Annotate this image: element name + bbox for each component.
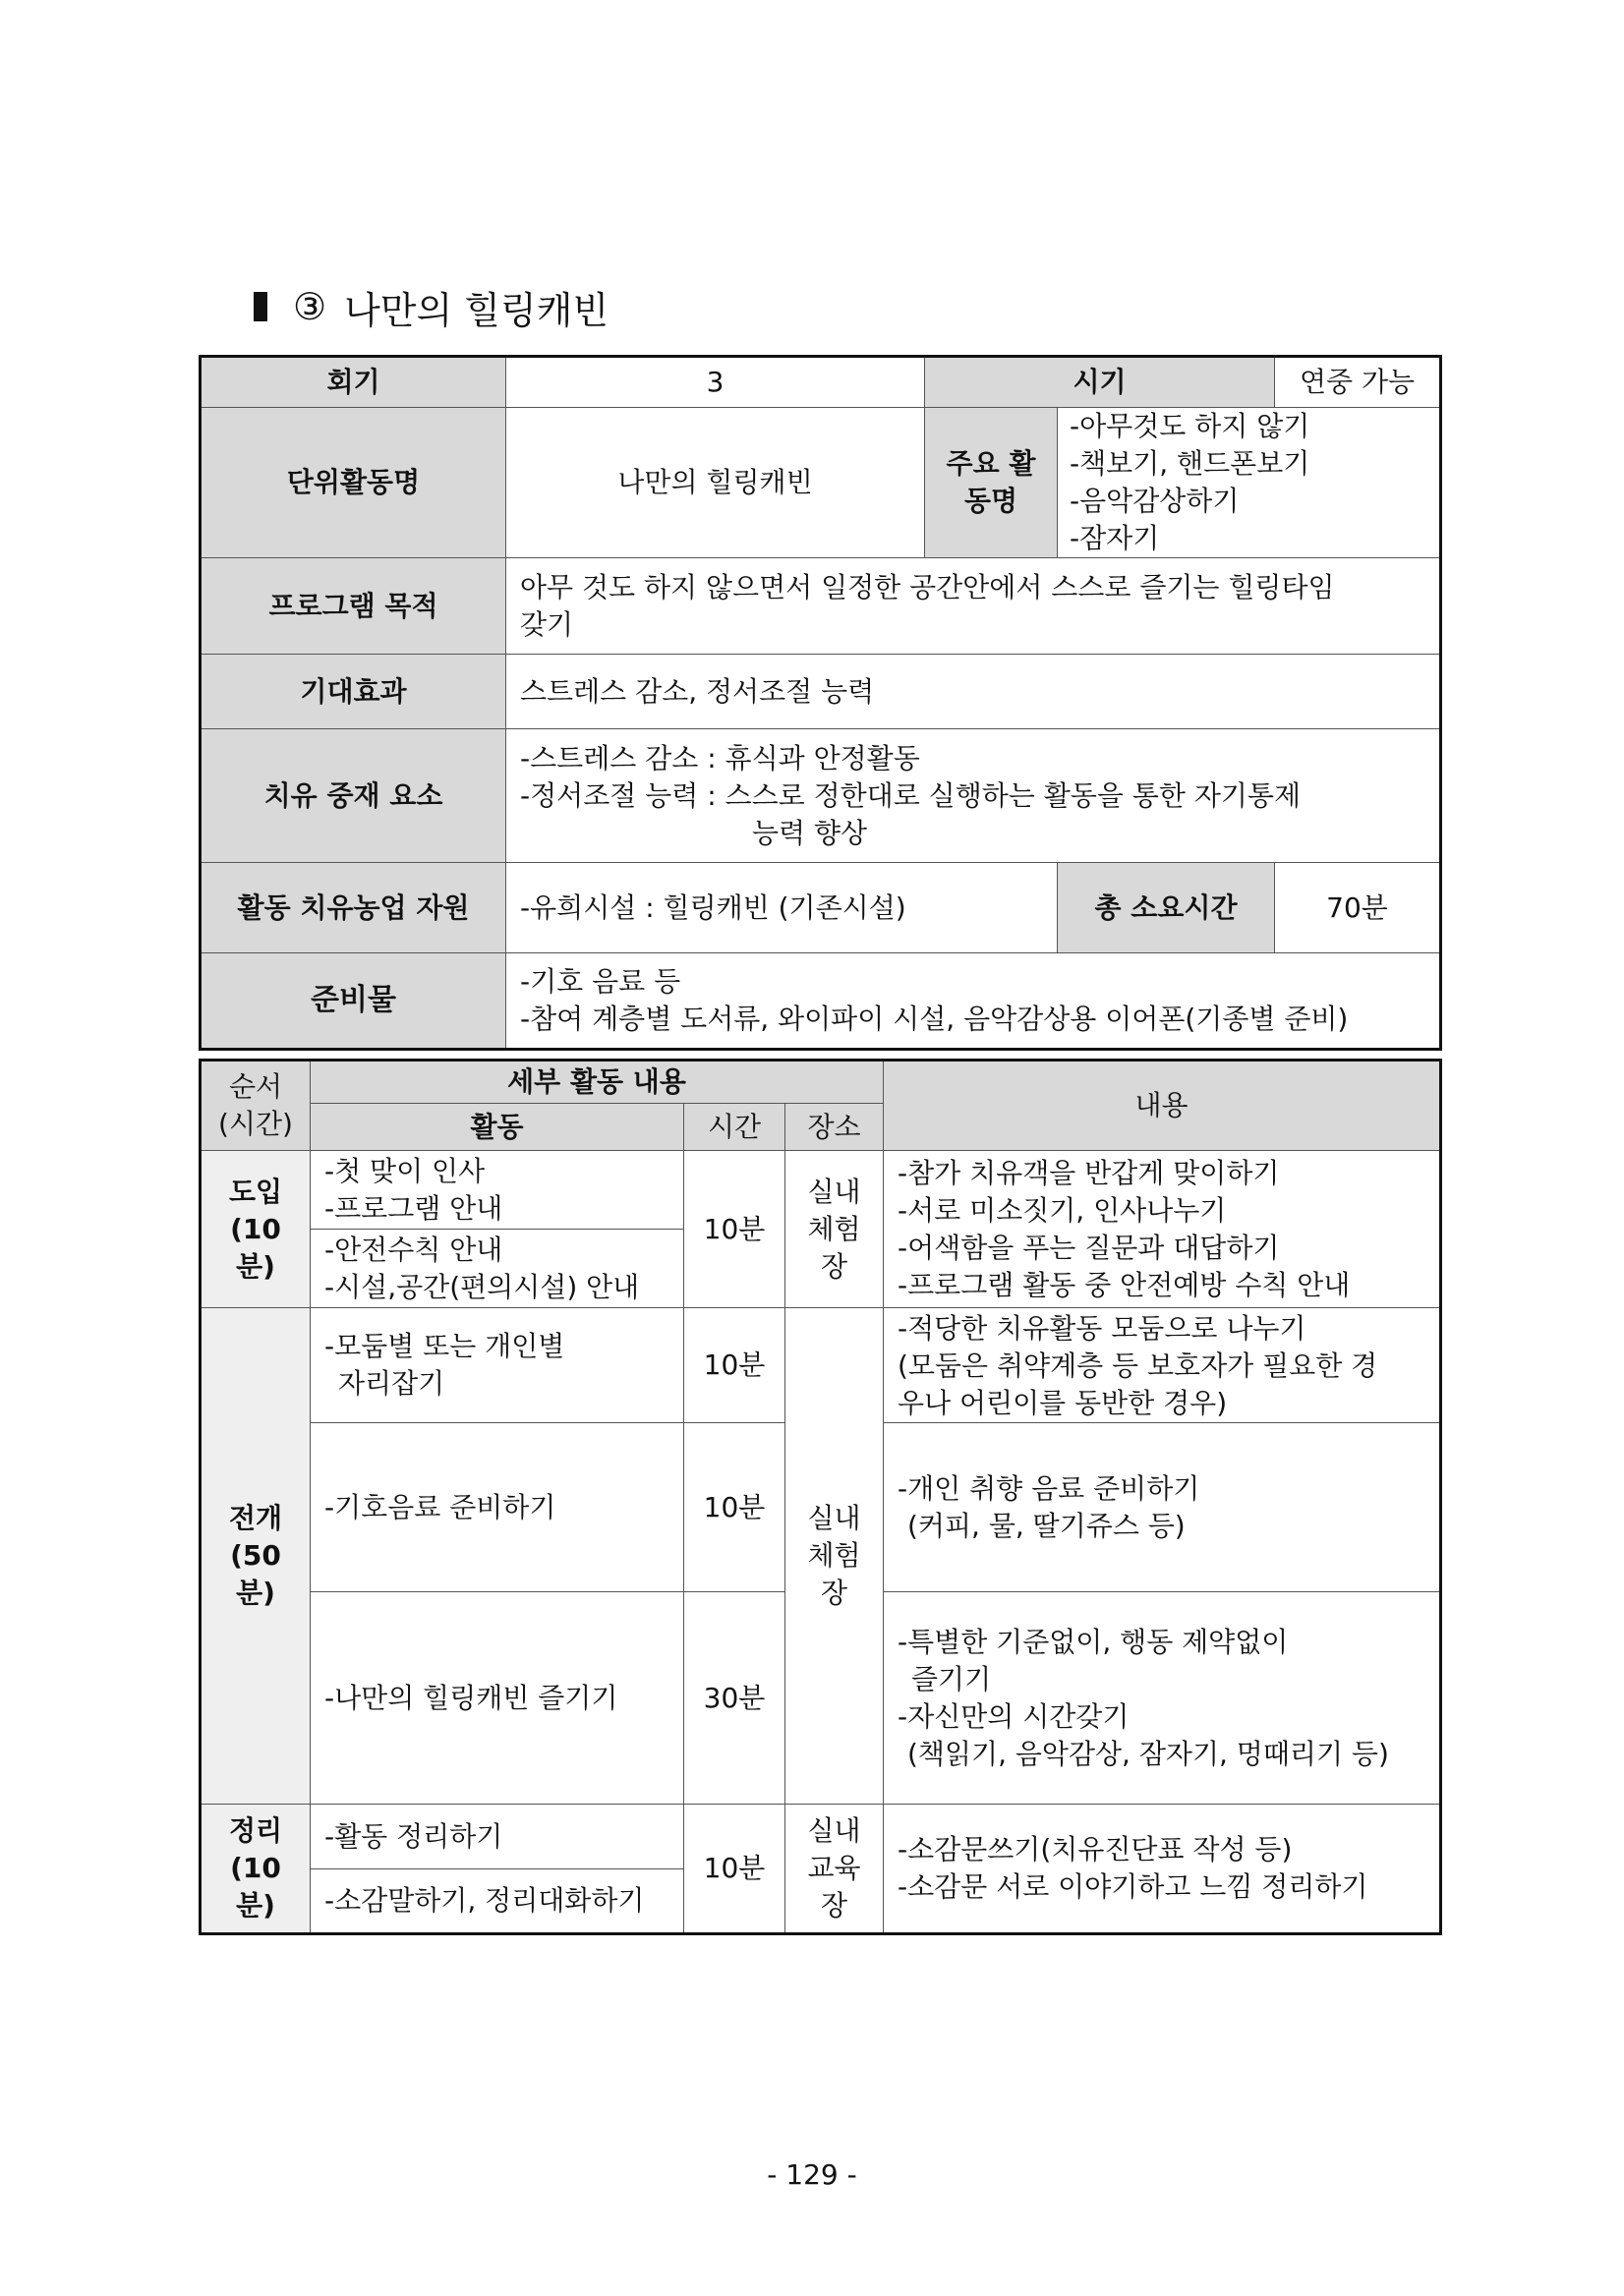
activity-header: 활동 bbox=[311, 1104, 684, 1151]
main-activity-3: -나만의 힐링캐빈 즐기기 bbox=[311, 1592, 684, 1805]
page-number: - 129 - bbox=[767, 2158, 857, 2191]
effect-label: 기대효과 bbox=[201, 655, 506, 729]
stage-main: 전개 (50분) bbox=[201, 1308, 311, 1805]
wrap-activity-1: -활동 정리하기 bbox=[311, 1805, 684, 1869]
detail-header: 세부 활동 내용 bbox=[311, 1061, 884, 1104]
prep-label: 준비물 bbox=[201, 953, 506, 1050]
main-content-1: -적당한 치유활동 모둠으로 나누기 (모둠은 취약계층 등 보호자가 필요한 경 우나 어린이를 동반한 경우) bbox=[884, 1308, 1441, 1423]
purpose-value: 아무 것도 하지 않으면서 일정한 공간안에서 스스로 즐기는 힐링타임 갖기 bbox=[506, 558, 1441, 655]
resource-value: -유희시설 : 힐링캐빈 (기존시설) bbox=[506, 863, 1058, 953]
schedule-table bbox=[199, 1059, 1442, 1935]
main-time-1: 10분 bbox=[684, 1308, 785, 1423]
section-number: ③ bbox=[293, 285, 327, 328]
period-label: 시기 bbox=[925, 357, 1275, 408]
section-heading bbox=[254, 279, 609, 334]
square-bullet-icon bbox=[254, 292, 267, 321]
list-item: -책보기, 핸드폰보기 bbox=[1070, 447, 1310, 480]
program-info-table bbox=[199, 355, 1442, 1051]
element-value: -스트레스 감소 : 휴식과 안정활동 -정서조절 능력 : 스스로 정한대로 실행하는 활동을 통한 자기통제 능력 향상 bbox=[506, 729, 1441, 863]
main-content-3: -특별한 기준없이, 행동 제약없이 즐기기 -자신만의 시간갖기 (책읽기, 음악감상, 잠자기, 멍때리기 등) bbox=[884, 1592, 1441, 1805]
unit-activity-value: 나만의 힐링캐빈 bbox=[506, 408, 925, 558]
session-label: 회기 bbox=[201, 357, 506, 408]
list-item: -음악감상하기 bbox=[1070, 485, 1240, 517]
unit-activity-label: 단위활동명 bbox=[201, 408, 506, 558]
wrap-place: 실내 교육 장 bbox=[785, 1805, 884, 1934]
period-value: 연중 가능 bbox=[1275, 357, 1441, 408]
intro-content: -참가 치유객을 반갑게 맞이하기 -서로 미소짓기, 인사나누기 -어색함을 푸는 질문과 대답하기 -프로그램 활동 중 안전예방 수칙 안내 bbox=[884, 1151, 1441, 1308]
main-content-2: -개인 취향 음료 준비하기 (커피, 물, 딸기쥬스 등) bbox=[884, 1423, 1441, 1592]
total-time-value: 70분 bbox=[1275, 863, 1441, 953]
total-time-label: 총 소요시간 bbox=[1058, 863, 1275, 953]
section-title: 나만의 힐링캐빈 bbox=[344, 288, 609, 332]
intro-time: 10분 bbox=[684, 1151, 785, 1308]
list-item: -잠자기 bbox=[1070, 522, 1160, 554]
main-time-3: 30분 bbox=[684, 1592, 785, 1805]
place-header: 장소 bbox=[785, 1104, 884, 1151]
order-header: 순서 (시간) bbox=[201, 1061, 311, 1151]
session-value: 3 bbox=[506, 357, 925, 408]
content-header: 내용 bbox=[884, 1061, 1441, 1151]
purpose-label: 프로그램 목적 bbox=[201, 558, 506, 655]
stage-wrap: 정리 (10분) bbox=[201, 1805, 311, 1934]
main-activity-2: -기호음료 준비하기 bbox=[311, 1423, 684, 1592]
main-time-2: 10분 bbox=[684, 1423, 785, 1592]
wrap-time: 10분 bbox=[684, 1805, 785, 1934]
list-item: -아무것도 하지 않기 bbox=[1070, 410, 1310, 442]
intro-activity-group-2: -안전수칙 안내 -시설,공간(편의시설) 안내 bbox=[311, 1230, 684, 1308]
stage-intro: 도입 (10분) bbox=[201, 1151, 311, 1308]
intro-activity-group-1: -첫 맞이 인사 -프로그램 안내 bbox=[311, 1151, 684, 1230]
wrap-activity-2: -소감말하기, 정리대화하기 bbox=[311, 1869, 684, 1934]
resource-label: 활동 치유농업 자원 bbox=[201, 863, 506, 953]
intro-place: 실내 체험 장 bbox=[785, 1151, 884, 1308]
wrap-content: -소감문쓰기(치유진단표 작성 등) -소감문 서로 이야기하고 느낌 정리하기 bbox=[884, 1805, 1441, 1934]
effect-value: 스트레스 감소, 정서조절 능력 bbox=[506, 655, 1441, 729]
main-place: 실내 체험 장 bbox=[785, 1308, 884, 1805]
prep-value: -기호 음료 등 -참여 계층별 도서류, 와이파이 시설, 음악감상용 이어폰(기종별 준비) bbox=[506, 953, 1441, 1050]
time-header: 시간 bbox=[684, 1104, 785, 1151]
element-label: 치유 중재 요소 bbox=[201, 729, 506, 863]
main-activity-1: -모둠별 또는 개인별 자리잡기 bbox=[311, 1308, 684, 1423]
main-activity-label: 주요 활동명 bbox=[925, 408, 1058, 558]
main-activity-list bbox=[1058, 408, 1441, 558]
